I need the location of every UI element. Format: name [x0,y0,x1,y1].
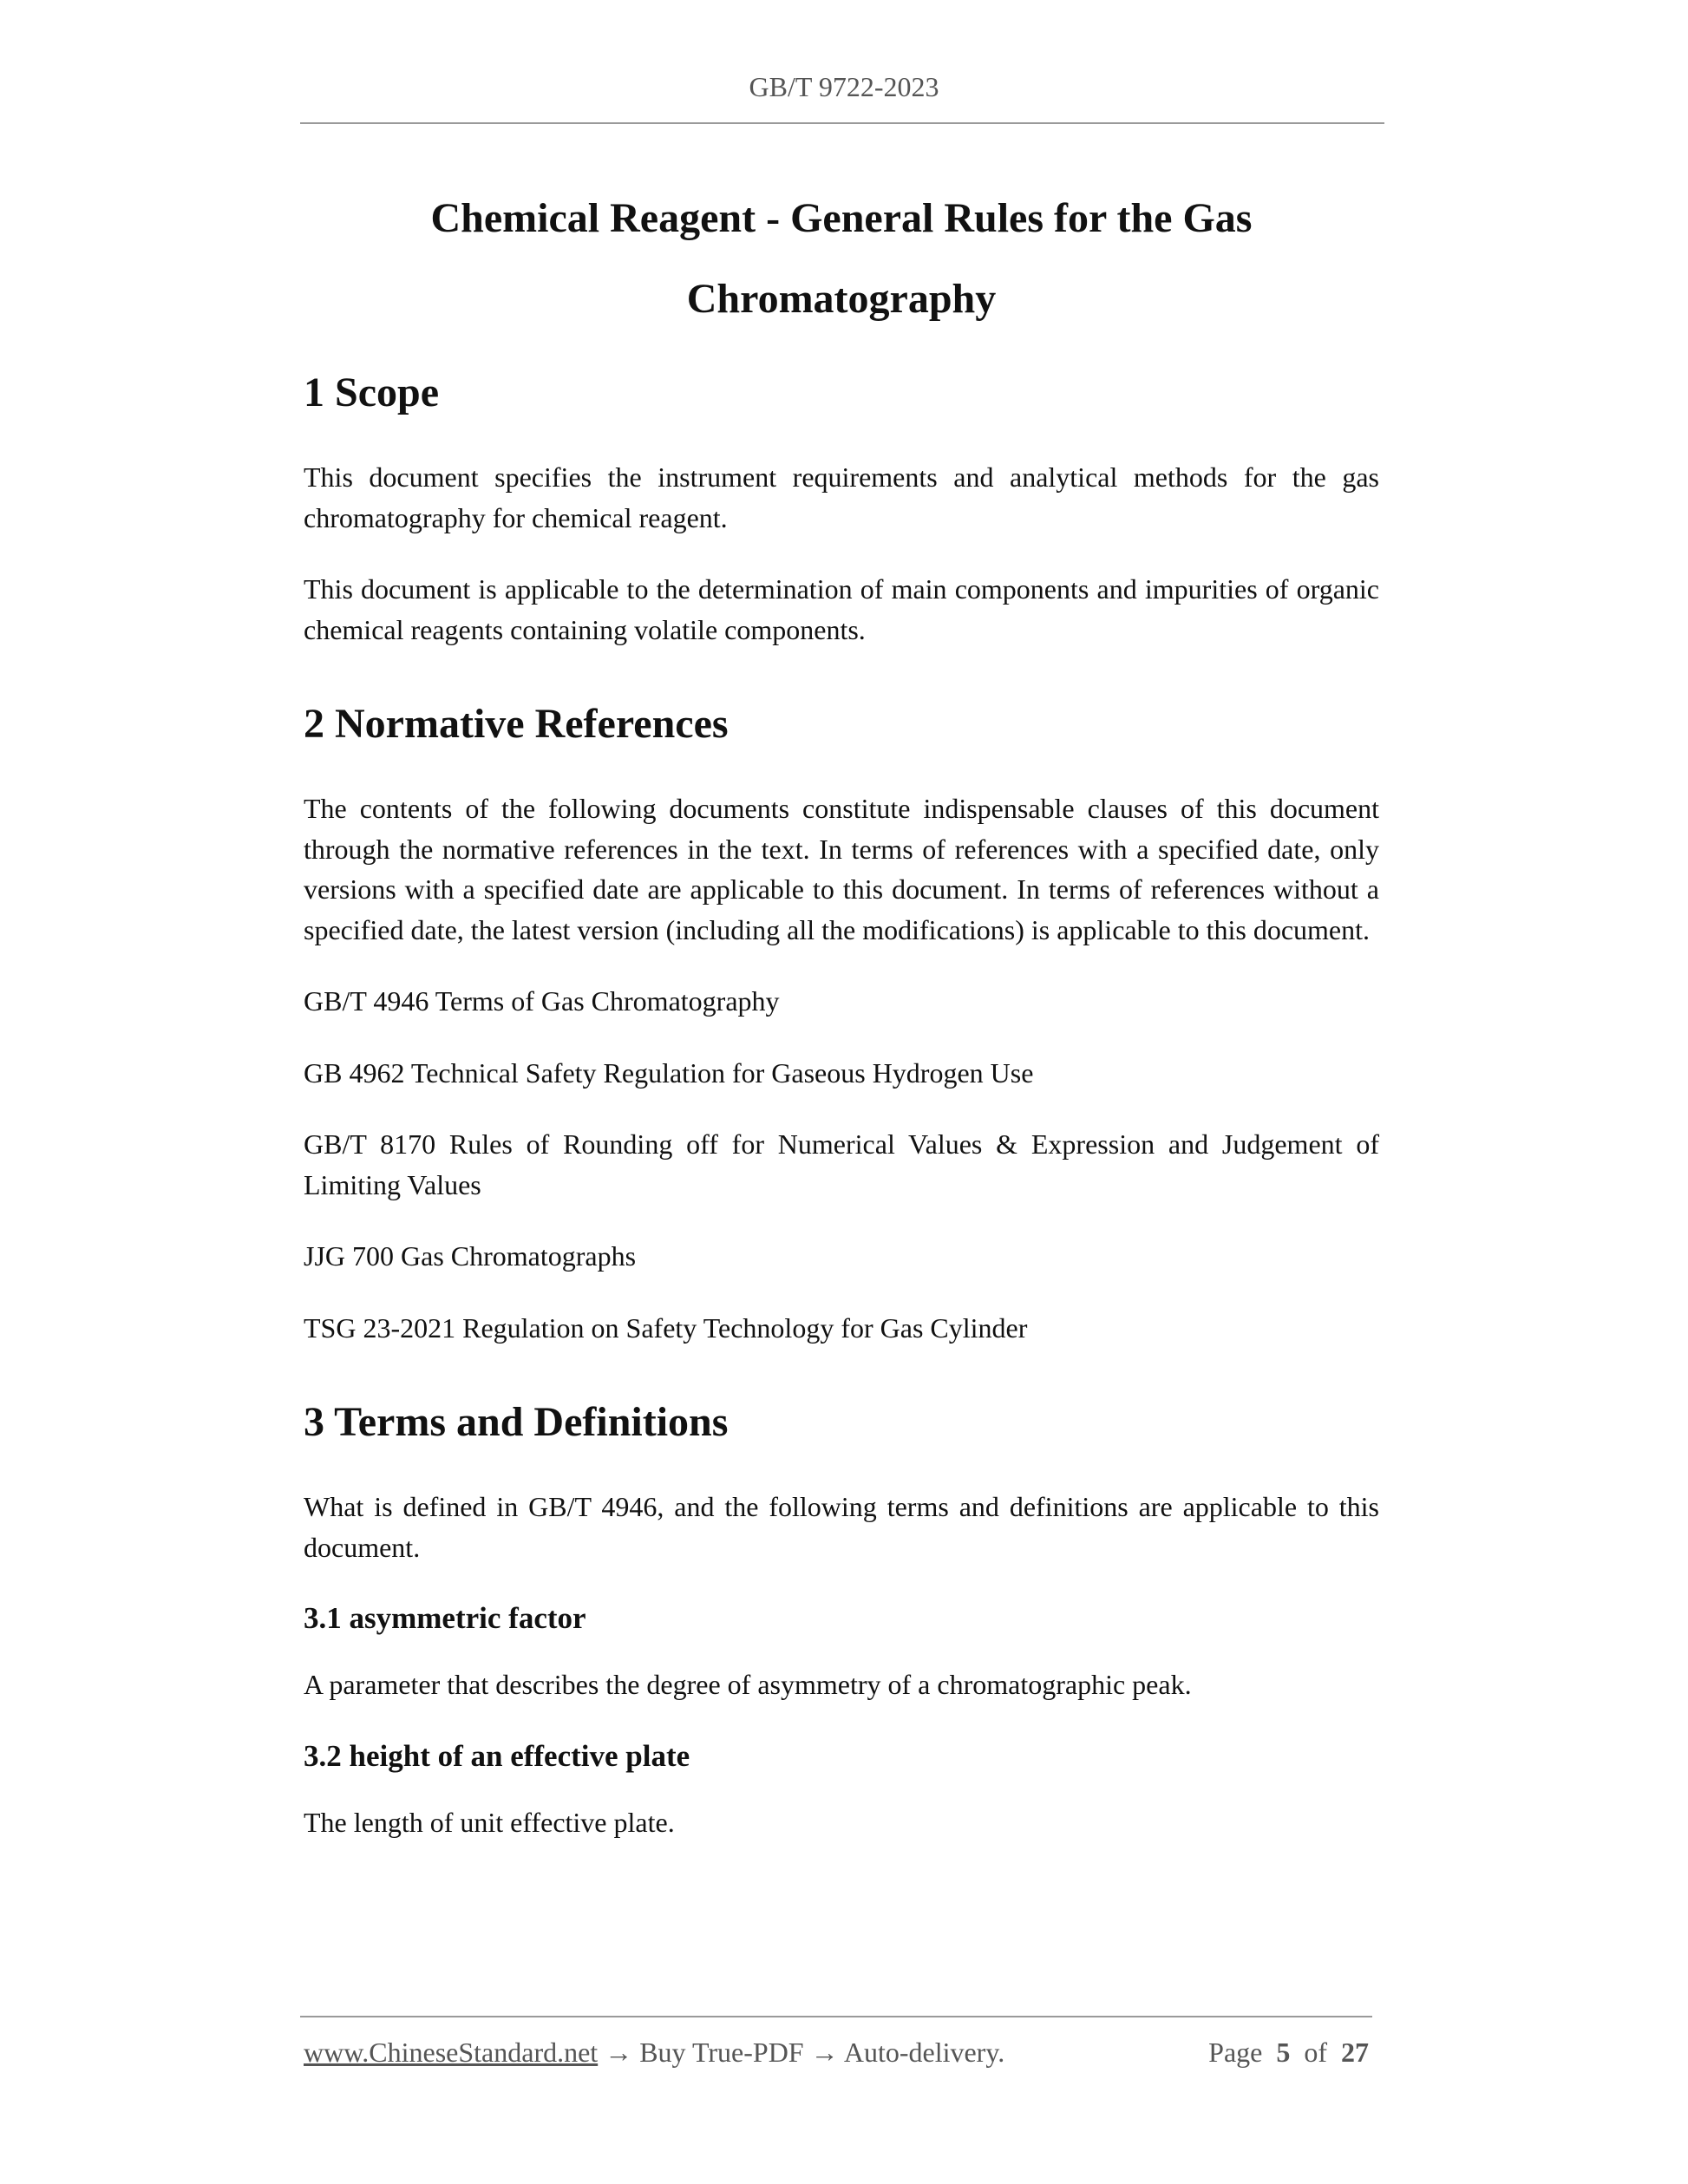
reference-item: TSG 23-2021 Regulation on Safety Technology for Gas Cylinder [304,1311,1028,1344]
header-divider [300,122,1384,124]
footer-promo [304,2037,1004,2069]
page-content [304,178,1379,1873]
buy-text: Buy True-PDF [639,2037,804,2068]
section-heading: 2 Normative References [304,701,729,747]
paragraph: This document is applicable to the determination of main components and impurities of organic chemical reagents containing volatile components. [304,573,1379,645]
right-arrow-icon: → [605,2037,633,2068]
term-definition: A parameter that describes the degree of asymmetry of a chromatographic peak. [304,1669,1192,1700]
page-current: 5 [1276,2037,1291,2068]
delivery-text: Auto-delivery. [843,2037,1005,2068]
page-of-label: of [1304,2037,1327,2068]
right-arrow-icon: → [810,2037,839,2068]
header-standard-code: GB/T 9722-2023 [749,71,939,102]
section-terms-and-definitions [304,1396,1379,1842]
section-normative-references [304,698,1379,1348]
site-link[interactable]: www.ChineseStandard.net [304,2037,599,2068]
document-title: Chemical Reagent - General Rules for the Gas Chromatography [430,195,1253,322]
page-total: 27 [1341,2037,1369,2068]
page-label: Page [1208,2037,1263,2068]
section-heading: 1 Scope [304,369,439,415]
term-heading: 3.2 height of an effective plate [304,1738,690,1773]
paragraph: The contents of the following documents constitute indispensable clauses of this document through the normative references in the text. In terms of references with a specified date, only versions with a specified date are applicable to this document. In terms of references without a specified date, the latest version (including all the modifications) is applicable to this document. [304,793,1379,945]
term-definition: The length of unit effective plate. [304,1806,675,1838]
paragraph: This document specifies the instrument requirements and analytical methods for the gas chromatography for chemical reagent. [304,461,1379,533]
footer-divider [300,2016,1372,2017]
reference-item: GB/T 4946 Terms of Gas Chromatography [304,985,780,1017]
reference-item: GB 4962 Technical Safety Regulation for Gaseous Hydrogen Use [304,1056,1034,1089]
section-scope [304,367,1379,650]
paragraph: What is defined in GB/T 4946, and the following terms and definitions are applicable to this document. [304,1491,1379,1563]
reference-item: GB/T 8170 Rules of Rounding off for Numerical Values & Expression and Judgement of Limiting Values [304,1128,1379,1200]
section-heading: 3 Terms and Definitions [304,1399,729,1445]
reference-item: JJG 700 Gas Chromatographs [304,1240,637,1272]
term-heading: 3.1 asymmetric factor [304,1601,586,1635]
page-number [1208,2037,1369,2069]
